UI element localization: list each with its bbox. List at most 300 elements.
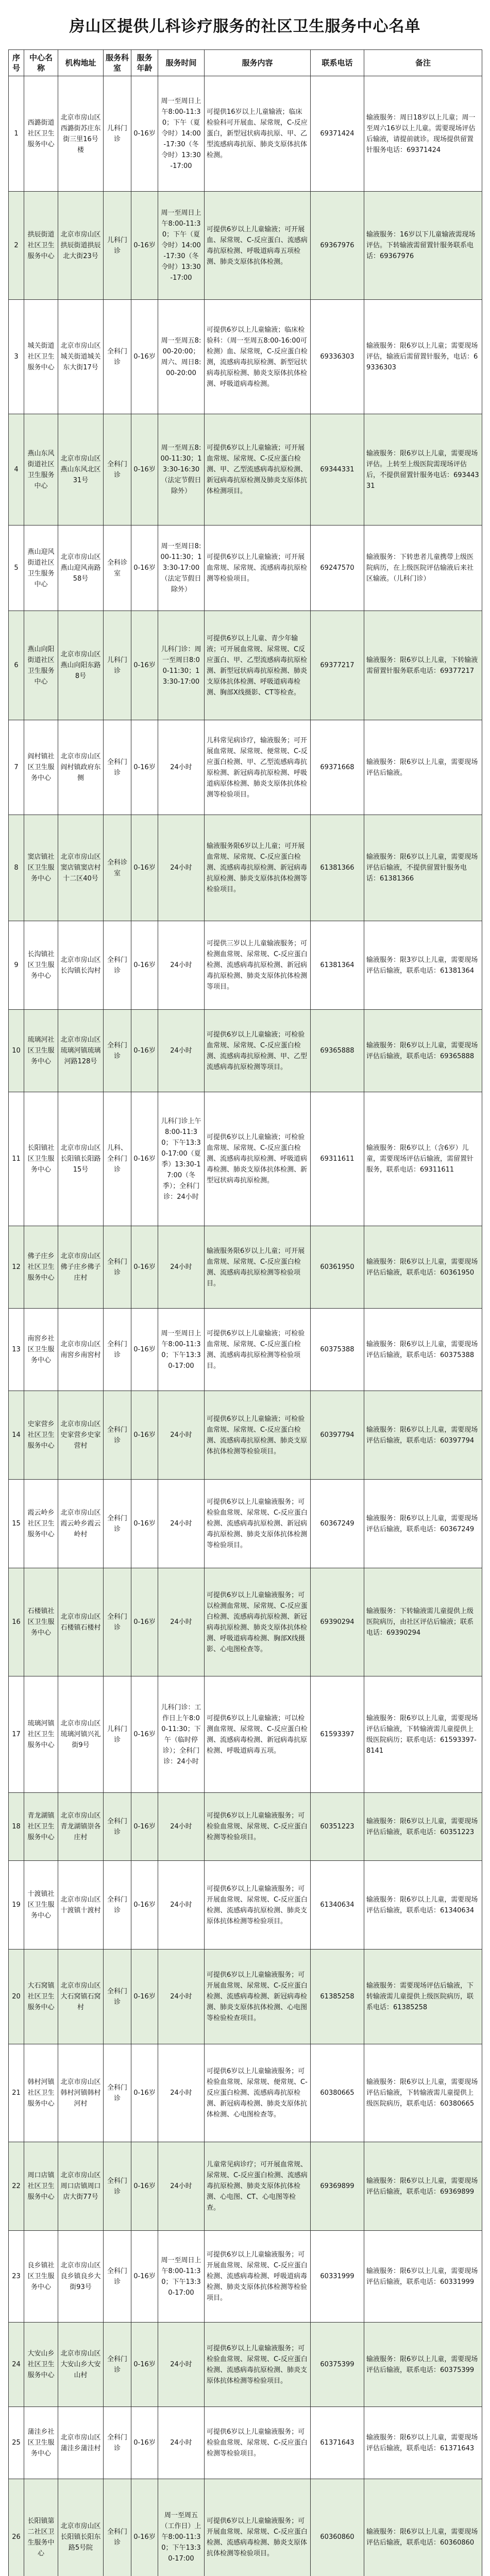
department [104, 526, 131, 611]
service-content [205, 611, 311, 720]
row-number-text: 9 [14, 961, 19, 969]
center-name-text: 长阳镇社区卫生服务中心 [27, 1144, 55, 1174]
service-hours [158, 720, 205, 815]
department [104, 2231, 131, 2323]
center-name [24, 414, 58, 526]
remarks-text: 输液服务：限6岁以上儿童，需要现场评估后输液，下转输液需儿童提供上级医院病历；联系电话：61593397-8141 [366, 1714, 478, 1755]
center-address [58, 2142, 104, 2231]
center-name [24, 1309, 58, 1391]
row-number [9, 1226, 24, 1309]
remarks [364, 1950, 482, 2044]
remarks [364, 1568, 482, 1676]
phone-number [311, 2323, 364, 2407]
age-range-text: 0-16岁 [133, 1520, 156, 1528]
department [104, 1950, 131, 2044]
remarks [364, 414, 482, 526]
center-address-text: 北京市房山区霞云岭乡霞云岭村 [60, 1509, 101, 1538]
age-range-text: 0-16岁 [133, 1047, 156, 1055]
phone-number-text: 69367976 [320, 242, 354, 249]
remarks-text: 输液服务：限6岁以上儿童，需要现场评估后输液，下转输液需儿童提供上级医院病历，联系电话：60380665 [366, 2078, 478, 2108]
phone-number [311, 526, 364, 611]
remarks-text: 输液服务：周日18岁以上儿童；周一至周六16岁以上儿童。需要现场评估后输液，请提前就诊。现场提供留置针服务电话：69371424 [366, 113, 476, 154]
table-row [9, 611, 482, 720]
department-text: 全科门诊 [107, 1258, 127, 1277]
col-header-note: 备注 [364, 50, 482, 76]
center-address [58, 2479, 104, 2576]
phone-number [311, 300, 364, 414]
table-row [9, 1391, 482, 1480]
remarks [364, 1391, 482, 1480]
department [104, 2044, 131, 2142]
center-name-text: 阎村镇社区卫生服务中心 [27, 753, 55, 782]
service-content-text: 可提供6岁以上儿童输液服务；可开展血常规、尿常规、C-反应蛋白检测、流感病毒检测、新冠病毒检测、肺炎支原体抗体检测、心电图等检验检查项目。 [207, 1971, 308, 2022]
row-number [9, 1950, 24, 2044]
age-range [131, 1480, 158, 1568]
service-hours-text: 24小时 [170, 1520, 192, 1528]
center-name [24, 1226, 58, 1309]
department-text: 全科门诊 [107, 1895, 127, 1914]
service-content-text: 可提供6岁以上儿童输液服务；可检验血常规、尿常规、C-反应蛋白检测、流感病毒抗原检测、新冠病毒抗原检测、肺炎支原体抗体检测等检验项目。 [207, 1498, 308, 1549]
row-number [9, 1092, 24, 1226]
remarks-text: 输液服务：限6岁以上儿童，需要现场评估后输液，联系电话：60351223 [366, 1817, 478, 1836]
row-number [9, 2044, 24, 2142]
age-range [131, 2044, 158, 2142]
department-text: 儿科门诊 [107, 124, 127, 143]
remarks [364, 76, 482, 192]
phone-number [311, 2479, 364, 2576]
age-range-text: 0-16岁 [133, 864, 156, 872]
row-number [9, 2231, 24, 2323]
service-content [205, 1480, 311, 1568]
phone-number-text: 69371424 [320, 130, 354, 138]
row-number-text: 22 [12, 2182, 21, 2190]
row-number-text: 12 [12, 1263, 21, 1271]
clinic-table [8, 49, 482, 2576]
service-hours [158, 1568, 205, 1676]
service-hours [158, 1010, 205, 1092]
center-address [58, 2323, 104, 2407]
table-row [9, 526, 482, 611]
center-name [24, 611, 58, 720]
center-name-text: 周口店镇社区卫生服务中心 [27, 2172, 55, 2201]
department [104, 1092, 131, 1226]
service-content [205, 2142, 311, 2231]
department [104, 815, 131, 921]
service-content [205, 526, 311, 611]
department [104, 2479, 131, 2576]
service-content-text: 可提供三岁以上儿童输液服务；可检测血常规、尿常规、C-反应蛋白检测、流感病毒抗原检测、新冠病毒抗原检测、肺炎支原体抗体检测等项目。 [207, 940, 308, 991]
service-hours [158, 2323, 205, 2407]
phone-number [311, 1480, 364, 1568]
remarks-text: 输液服务：限6岁以上儿童，需要现场评估后输液，联系电话：61371643 [366, 2433, 478, 2452]
age-range [131, 414, 158, 526]
center-name-text: 琉璃河社区卫生服务中心 [27, 1036, 55, 1065]
phone-number-text: 69371668 [320, 764, 354, 771]
remarks-text: 输液服务：限6岁以上儿童，需要现场评估后输液，联系电话：60360860 [366, 2528, 478, 2547]
department-text: 儿科门诊 [107, 1725, 127, 1744]
age-range [131, 1010, 158, 1092]
phone-number-text: 69247570 [320, 564, 354, 572]
table-row [9, 1793, 482, 1861]
center-name-text: 青龙湖镇社区卫生服务中心 [27, 1812, 55, 1841]
col-header-department: 服务科室 [104, 50, 131, 76]
row-number-text: 4 [14, 466, 19, 473]
center-address-text: 北京市房山区青龙湖镇崇各庄村 [60, 1812, 101, 1841]
service-content-text: 儿童常见病诊疗；可开展血常规、尿常规、C-反应蛋白检测、流感病毒抗原检测、肺炎支原体抗体检测、心电图、CT、心电图等检查。 [207, 2161, 308, 2212]
table-row [9, 720, 482, 815]
center-address [58, 300, 104, 414]
center-address [58, 1480, 104, 1568]
remarks [364, 2142, 482, 2231]
age-range [131, 2479, 158, 2576]
service-hours [158, 76, 205, 192]
center-address-text: 北京市房山区石楼镇石楼村 [60, 1613, 101, 1632]
remarks-text: 输液服务：限6岁以上儿童，需要现场评估后输液，联系电话：60367249 [366, 1514, 478, 1533]
phone-number [311, 1676, 364, 1793]
service-hours-text: 24小时 [170, 2361, 192, 2368]
row-number [9, 1861, 24, 1950]
row-number [9, 1676, 24, 1793]
service-hours [158, 2407, 205, 2479]
center-name [24, 1010, 58, 1092]
service-content-text: 可提供6岁以上儿童输液；可开展血常规、尿常规、流感病毒抗原检测等检验项目。 [207, 553, 308, 583]
phone-number-text: 69344331 [320, 466, 354, 473]
phone-number [311, 192, 364, 300]
center-name-text: 十渡镇社区卫生服务中心 [27, 1890, 55, 1920]
row-number [9, 1010, 24, 1092]
remarks [364, 1793, 482, 1861]
age-range-text: 0-16岁 [133, 1993, 156, 2001]
table-row [9, 2323, 482, 2407]
age-range-text: 0-16岁 [133, 1618, 156, 1626]
table-row [9, 1950, 482, 2044]
center-name [24, 526, 58, 611]
remarks [364, 2479, 482, 2576]
phone-number [311, 2142, 364, 2231]
department [104, 192, 131, 300]
center-name [24, 1861, 58, 1950]
center-address [58, 1309, 104, 1391]
row-number [9, 611, 24, 720]
row-number-text: 25 [12, 2439, 21, 2447]
service-content-text: 可提供6岁以上儿童输液；可检验血常规、尿常规、C-反应蛋白检测、流感病毒抗原检测、呼吸道病毒检测、肺炎支原体抗体检测、新型冠状病毒抗原检测。 [207, 1133, 308, 1184]
age-range-text: 0-16岁 [133, 1263, 156, 1271]
row-number [9, 921, 24, 1010]
remarks-text: 输液服务：16岁以下儿童输液需现场评估。下转输液需留置针服务联系电话：69367976 [366, 231, 476, 260]
service-content-text: 可提供6岁以上儿童输液服务；可检验血常规、尿常规、便常规、C-反应蛋白检测、流感病毒抗原检测、新冠病毒检测、肺炎支原体抗体检测、心电图检查等。 [207, 2067, 308, 2119]
table-row [9, 815, 482, 921]
phone-number-text: 69369899 [320, 2182, 354, 2190]
center-address-text: 北京市房山区韩村河镇韩村河村 [60, 2078, 101, 2108]
service-hours [158, 611, 205, 720]
service-hours [158, 1391, 205, 1480]
center-address-text: 北京市房山区琉璃河镇兴礼街9号 [60, 1720, 101, 1749]
phone-number-text: 60360860 [320, 2533, 354, 2541]
department [104, 1861, 131, 1950]
service-hours-text: 24小时 [170, 1823, 192, 1831]
center-address [58, 1676, 104, 1793]
phone-number-text: 69365888 [320, 1047, 354, 1055]
row-number [9, 192, 24, 300]
col-header-age: 服务年龄 [131, 50, 158, 76]
phone-number [311, 1309, 364, 1391]
row-number-text: 2 [14, 242, 19, 249]
center-name [24, 2323, 58, 2407]
service-hours [158, 414, 205, 526]
phone-number [311, 2231, 364, 2323]
phone-number [311, 414, 364, 526]
row-number-text: 21 [12, 2089, 21, 2097]
department-text: 全科门诊 [107, 1041, 127, 1060]
remarks [364, 815, 482, 921]
table-row [9, 2044, 482, 2142]
service-content [205, 1861, 311, 1950]
department [104, 1793, 131, 1861]
service-hours [158, 2479, 205, 2576]
service-hours [158, 921, 205, 1010]
age-range [131, 1226, 158, 1309]
age-range [131, 1861, 158, 1950]
remarks [364, 2044, 482, 2142]
phone-number-text: 60380665 [320, 2089, 354, 2097]
row-number-text: 5 [14, 564, 19, 572]
service-content [205, 1793, 311, 1861]
phone-number-text: 61340634 [320, 1901, 354, 1909]
remarks [364, 2323, 482, 2407]
center-address [58, 2231, 104, 2323]
row-number-text: 1 [14, 130, 19, 138]
center-address [58, 192, 104, 300]
center-address-text: 北京市房山区拱辰街道拱辰北大街23号 [60, 231, 101, 260]
remarks [364, 720, 482, 815]
center-name [24, 1391, 58, 1480]
remarks [364, 2407, 482, 2479]
remarks [364, 1861, 482, 1950]
service-hours-text: 24小时 [170, 1618, 192, 1626]
col-header-address: 机构地址 [58, 50, 104, 76]
department-text: 全科门诊 [107, 2528, 127, 2547]
service-hours [158, 300, 205, 414]
remarks-text: 输液服务：限6岁以上儿童，需要现场评估后输液，联系电话：69369899 [366, 2177, 478, 2196]
department [104, 720, 131, 815]
row-number [9, 1568, 24, 1676]
age-range [131, 1568, 158, 1676]
service-content [205, 2407, 311, 2479]
service-content-text: 儿科常见病诊疗，输液服务；可开展血常规、尿常规、便常规、C-反应蛋白检测、甲、乙型流感病毒抗原检测、新冠病毒抗原检测、呼吸道病原体检测、肺炎支原体抗体检测等检验项目。 [207, 736, 308, 799]
remarks [364, 526, 482, 611]
center-name [24, 1676, 58, 1793]
department-text: 儿科门诊 [107, 236, 127, 255]
service-content-text: 可提供6岁以上儿童输液服务；可开展血常规、尿常规、C-反应蛋白检测、流感病毒检测、呼吸道病毒检测、肺炎支原体抗体检测等检验项目。 [207, 2251, 308, 2302]
service-content-text: 可提供6岁以上儿童输液；可开展血常规、尿常规、C-反应蛋白检测、甲、乙型流感病毒抗原检测、新冠病毒抗原检测及肺炎支原体抗体检测项目。 [207, 444, 308, 495]
table-header-row [9, 50, 482, 76]
service-content-text: 可提供6岁以上儿童输液；可开展血、尿常规、C-反应蛋白、流感病毒抗原检测、呼吸道病毒五项检测、肺炎支原体抗体检测。 [207, 225, 308, 266]
phone-number-text: 69336303 [320, 353, 354, 361]
service-hours [158, 1092, 205, 1226]
center-address-text: 北京市房山区佛子庄乡佛子庄村 [60, 1252, 101, 1282]
age-range-text: 0-16岁 [133, 961, 156, 969]
service-content-text: 可提供6岁以上儿童输液服务；可检验血常规、尿常规、C-反应蛋白检测、流感病毒抗原检测、肺炎支原体抗体检测等检验项目。 [207, 2344, 308, 2385]
age-range-text: 0-16岁 [133, 662, 156, 669]
department-text: 全科门诊 [107, 460, 127, 479]
age-range-text: 0-16岁 [133, 2182, 156, 2190]
center-address-text: 北京市房山区窦店镇窦店村十二区40号 [60, 853, 101, 883]
remarks-text: 输液服务：限3岁以上儿童，需要现场评估后输液，联系电话：61381364 [366, 956, 478, 975]
row-number [9, 300, 24, 414]
table-row [9, 921, 482, 1010]
department-text: 全科门诊 [107, 1613, 127, 1632]
phone-number [311, 720, 364, 815]
service-content [205, 1226, 311, 1309]
service-hours [158, 1480, 205, 1568]
service-content [205, 1950, 311, 2044]
service-hours-text: 周一至周日上午8:00-11:30；下午（夏令时）14:00-17:30（冬令时）13:30-17:00 [161, 97, 201, 170]
remarks-text: 输液服务：限6岁以上儿童，需要现场评估后输液，联系电话：69365888 [366, 1041, 478, 1060]
service-content-text: 可提供6岁以上儿童、青少年输液；可开展血常规、尿常规、C反应蛋白、甲、乙型流感病毒抗原检测、新型冠状病毒抗原检测、肺炎支原体抗体检测、呼吸道病毒检测、胸部X线摄影、CT等检查。 [207, 634, 308, 697]
center-name-text: 史家营乡社区卫生服务中心 [27, 1420, 55, 1450]
center-address-text: 北京市房山区长阳镇长阳路15号 [60, 1144, 101, 1174]
age-range [131, 1092, 158, 1226]
phone-number-text: 69390294 [320, 1618, 354, 1626]
department [104, 1568, 131, 1676]
center-name [24, 1480, 58, 1568]
service-content-text: 可提供6岁以上儿童输液；可检验血常规、尿常规、C-反应蛋白检测、流感病毒抗原检测、肺炎支原体抗体检测等检验项目。 [207, 1415, 308, 1455]
remarks-text: 输液服务：限6岁以上儿童，需要现场评估后输液，不提供留置针服务电话：61381366 [366, 853, 478, 883]
row-number-text: 20 [12, 1993, 21, 2001]
remarks-text: 输液服务：限6岁以上儿童，需要现场评估后输液。 [366, 758, 478, 777]
department-text: 儿科门诊 [107, 656, 127, 675]
age-range-text: 0-16岁 [133, 1155, 156, 1163]
remarks-text: 输液服务：下转患者儿童携带上级医院病历，在上级医院评估输液后来社区输液。（儿科门诊） [366, 553, 474, 583]
row-number [9, 2323, 24, 2407]
service-hours [158, 1861, 205, 1950]
service-hours [158, 2142, 205, 2231]
center-name-text: 大安山乡社区卫生服务中心 [27, 2350, 55, 2379]
center-name-text: 佛子庄乡社区卫生服务中心 [27, 1252, 55, 1282]
center-name [24, 2479, 58, 2576]
row-number-text: 14 [12, 1431, 21, 1439]
age-range [131, 611, 158, 720]
department [104, 2323, 131, 2407]
service-content-text: 可提供6岁以上儿童输液；临床检验科：（周一至周五8:00-16:00可检测）血、尿常规，C-反应蛋白检测，流感病毒抗原检测、新型冠状病毒抗原检测、肺炎支原体抗体检测、呼吸道病毒检测。 [207, 326, 308, 388]
center-address [58, 1950, 104, 2044]
phone-number [311, 1092, 364, 1226]
center-name-text: 琉璃河镇社区卫生服务中心 [27, 1720, 55, 1749]
row-number [9, 2142, 24, 2231]
phone-number-text: 60367249 [320, 1520, 354, 1528]
remarks-text: 输液服务：限6岁以上儿童，需要现场评估后输液，联系电话：60375388 [366, 1340, 478, 1359]
age-range-text: 0-16岁 [133, 1431, 156, 1439]
table-row [9, 300, 482, 414]
col-header-name: 中心名称 [24, 50, 58, 76]
service-content [205, 76, 311, 192]
service-hours-text: 周一至周日上午8:00-11:30；下午（夏令时）14:00-17:30（冬令时）13:30-17:00 [161, 209, 201, 282]
center-address [58, 1568, 104, 1676]
center-address-text: 北京市房山区良乡镇良乡大街93号 [60, 2262, 101, 2291]
service-content [205, 1391, 311, 1480]
center-name [24, 76, 58, 192]
remarks [364, 1309, 482, 1391]
center-address [58, 1861, 104, 1950]
remarks-text: 输液服务：限6岁以上儿童，下转输液需留置针服务联系电话：69377217 [366, 656, 478, 675]
document-title: 房山区提供儿科诊疗服务的社区卫生服务中心名单 [69, 18, 421, 36]
center-name [24, 815, 58, 921]
service-content [205, 2323, 311, 2407]
service-hours-text: 儿科门诊：工作日上午8:00-11:30；下午（临时停诊）；全科门诊：24小时 [161, 1703, 201, 1766]
age-range [131, 192, 158, 300]
phone-number [311, 921, 364, 1010]
service-hours-text: 24小时 [170, 2089, 192, 2097]
age-range [131, 2231, 158, 2323]
center-name-text: 大石窝镇社区卫生服务中心 [27, 1982, 55, 2011]
department-text: 全科门诊 [107, 2083, 127, 2103]
age-range [131, 2142, 158, 2231]
department-text: 全科门诊 [107, 2355, 127, 2374]
age-range-text: 0-16岁 [133, 2273, 156, 2280]
remarks [364, 1676, 482, 1793]
service-content-text: 可提供16岁以上儿童输液；临床检验科可开展血、尿常规，C-反应蛋白，新型冠状病毒抗原、甲、乙型流感病毒抗原、肺炎支原体抗体检测。 [207, 108, 308, 159]
phone-number-text: 69377217 [320, 662, 354, 669]
remarks [364, 2231, 482, 2323]
department-text: 儿科、全科门诊 [107, 1144, 127, 1174]
remarks-text: 输液服务：需要现场评估后输液，下转输液需儿童提供上级医院病历，联系电话：61385258 [366, 1982, 474, 2011]
phone-number-text: 60331999 [320, 2273, 354, 2280]
center-name [24, 1568, 58, 1676]
table-body [9, 76, 482, 2576]
table-row [9, 2231, 482, 2323]
table-row [9, 192, 482, 300]
center-address [58, 611, 104, 720]
center-address-text: 北京市房山区大安山乡大安山村 [60, 2350, 101, 2379]
table-row [9, 1568, 482, 1676]
center-name-text: 石楼镇社区卫生服务中心 [27, 1607, 55, 1637]
center-address-text: 北京市房山区燕山东风北区31号 [60, 455, 101, 484]
center-name [24, 1793, 58, 1861]
phone-number [311, 815, 364, 921]
remarks-text: 输液服务：限6岁以上儿童，需要现场评估后输液，联系电话：60397794 [366, 1426, 478, 1445]
row-number [9, 1480, 24, 1568]
center-address [58, 2407, 104, 2479]
remarks [364, 1480, 482, 1568]
age-range-text: 0-16岁 [133, 1823, 156, 1831]
center-name [24, 300, 58, 414]
service-content [205, 1092, 311, 1226]
age-range [131, 720, 158, 815]
remarks [364, 611, 482, 720]
service-hours-text: 24小时 [170, 1047, 192, 1055]
row-number [9, 1793, 24, 1861]
phone-number-text: 69311611 [320, 1155, 354, 1163]
center-name [24, 2142, 58, 2231]
department [104, 76, 131, 192]
department-text: 全科门诊 [107, 1426, 127, 1445]
row-number-text: 13 [12, 1346, 21, 1353]
service-hours [158, 1676, 205, 1793]
service-hours-text: 周一至周日上午8:00-11:30；下午13:30-17:00 [161, 1329, 201, 1370]
row-number-text: 23 [12, 2273, 21, 2280]
service-content-text: 可提供6岁以上儿童输液服务；可开展血常规、尿常规、C-反应蛋白检测、流感病毒检测、肺炎支原体抗体检测等检验项目。 [207, 2517, 308, 2557]
phone-number-text: 60351223 [320, 1823, 354, 1831]
center-address [58, 720, 104, 815]
center-address [58, 1391, 104, 1480]
table-row [9, 1309, 482, 1391]
col-header-phone: 联系电话 [311, 50, 364, 76]
remarks [364, 921, 482, 1010]
phone-number-text: 61381366 [320, 864, 354, 872]
phone-number-text: 60375388 [320, 1346, 354, 1353]
center-name-text: 城关街道社区卫生服务中心 [27, 342, 55, 371]
center-address-text: 北京市房山区长阳镇长阳东路5号院 [60, 2522, 101, 2552]
